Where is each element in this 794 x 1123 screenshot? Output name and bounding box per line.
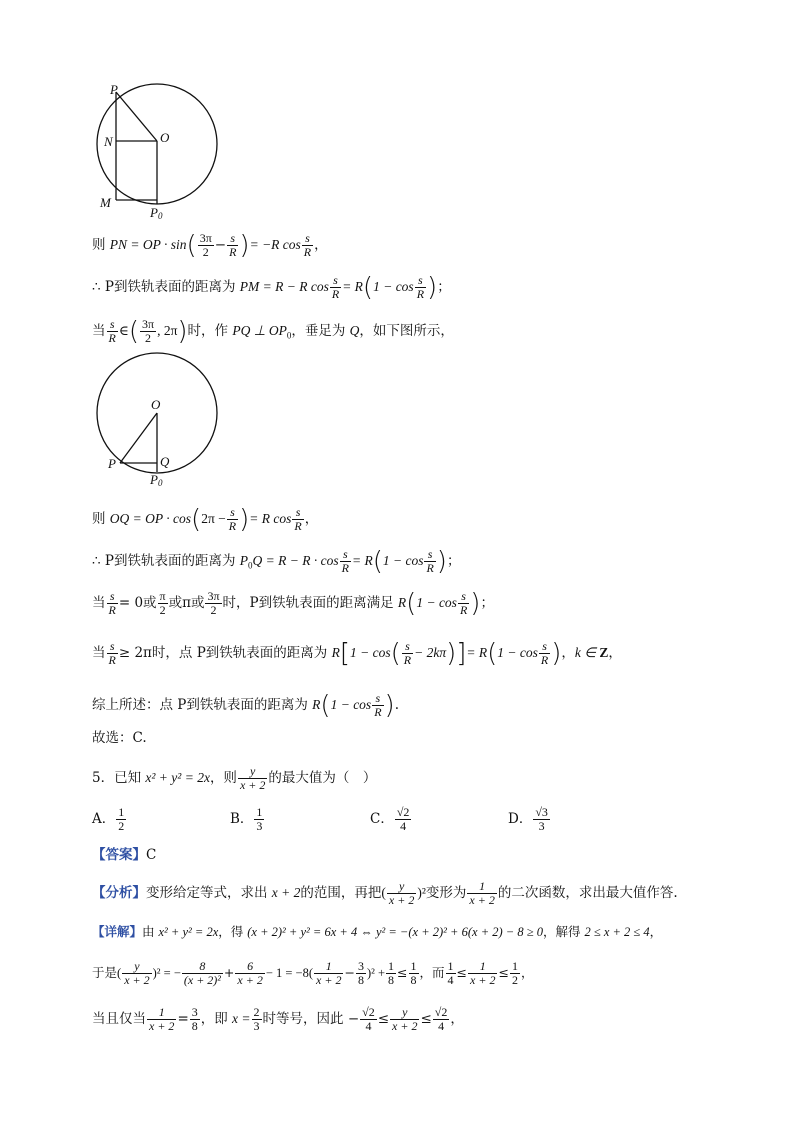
line-oq: 则 OQ = OP · cos(2π − $\frac{s}{R}$ )= R cos $\frac{s}{R}$ ， — [92, 504, 319, 535]
formula: PM = R − R cos — [239, 279, 329, 294]
fraction: $\frac{s}{R}$ — [403, 639, 412, 667]
text: 综上所述：点 P到铁轨表面的距离为 — [92, 697, 313, 713]
analysis-tag: 【分析】 — [92, 885, 146, 901]
label-M: M — [100, 195, 111, 210]
fraction: $\frac{s}{R}$ — [374, 691, 382, 719]
label-P0: P — [150, 472, 158, 487]
fraction: $\frac{y}{x + 2}$ — [392, 1005, 418, 1033]
fraction: $\frac{s}{R}$ — [294, 505, 302, 533]
figure-circle-1 — [90, 80, 230, 220]
fraction: $\frac{s}{R}$ — [228, 505, 237, 533]
label-N: N — [104, 134, 113, 149]
text: 则 — [92, 237, 110, 253]
formula: = −R cos — [249, 237, 301, 252]
fraction: $\frac{y}{x + 2}$ — [124, 959, 150, 987]
label-P: P — [108, 456, 116, 471]
fraction: $\frac{√2}{4}$ — [362, 1005, 375, 1033]
line-choose: 故选：C. — [92, 730, 147, 746]
fraction: $\frac{s}{R}$ — [108, 589, 116, 617]
fraction: $\frac{3\pi}{2}$ — [142, 317, 155, 345]
fraction: $\frac{1}{x + 2}$ — [470, 959, 496, 987]
option-c: C． $\frac{√2}{4}$ — [370, 805, 410, 833]
fraction: $\frac{√3}{3}$ — [535, 805, 548, 833]
label-O: O — [151, 397, 161, 412]
fraction: $\frac{s}{R}$ — [459, 589, 468, 617]
option-b: B． $\frac{1}{3}$ — [230, 805, 263, 833]
line-summary: 综上所述：点 P到铁轨表面的距离为 R(1 − cos $\frac{s}{R}$ ). — [92, 690, 399, 721]
line-pn: 则 PN = OP · sin( $\frac{3\pi}{2}$ − $\frac{s}{R}$ )= −R cos $\frac{s}{R}$ ， — [92, 230, 328, 261]
detail-tag: 【详解】 — [92, 924, 143, 939]
fraction: $\frac{1}{x + 2}$ — [149, 1005, 175, 1033]
label-P0: P — [150, 205, 158, 220]
label-O: O — [160, 130, 170, 145]
segment-OP — [120, 413, 157, 463]
fraction: $\frac{1}{2}$ — [511, 959, 518, 987]
fraction: $\frac{1}{8}$ — [410, 959, 417, 987]
text: 当 — [92, 645, 106, 661]
formula: OQ = OP · cos — [109, 511, 192, 526]
option-a: A． $\frac{1}{2}$ — [92, 805, 125, 833]
analysis: 【分析】变形给定等式，求出 x + 2的范围，再把( $\frac{y}{x + 2}$ )²变形为 $\frac{1}{x + 2}$ 的二次函数，求出最大值作答. — [92, 879, 678, 907]
fraction: $\frac{√2}{4}$ — [396, 805, 410, 833]
label-Q: Q — [160, 454, 170, 469]
formula: 1 − cos — [373, 279, 414, 294]
fraction: $\frac{2}{3}$ — [253, 1005, 260, 1033]
fraction: $\frac{1}{x + 2}$ — [316, 959, 342, 987]
formula: = R — [342, 279, 363, 294]
fraction: $\frac{1}{4}$ — [447, 959, 454, 987]
fraction: $\frac{s}{R}$ — [416, 273, 425, 301]
fraction: $\frac{3}{8}$ — [191, 1005, 198, 1033]
question-5: 5．已知 x² + y² = 2x，则 $\frac{y}{x + 2}$ 的最大值为（ ） — [92, 764, 377, 792]
label-P: P — [110, 82, 118, 97]
line-special-values: 当 $\frac{s}{R}$ = 0或 $\frac{\pi}{2}$ 或π或 $\frac{3\pi}{2}$ 时，P到铁轨表面的距离满足 R(1 − cos $\frac{s}{R}$ )； — [92, 588, 494, 619]
line-pm: ∴ P到铁轨表面的距离为 PM = R − R cos $\frac{s}{R}$ = R(1 − cos $\frac{s}{R}$ )； — [92, 272, 451, 303]
text: 则 — [92, 511, 110, 527]
fraction: $\frac{6}{x + 2}$ — [237, 959, 263, 987]
formula: PQ ⊥ OP — [232, 323, 287, 338]
formula: PN = OP · sin — [109, 237, 187, 252]
formula: Q = R − R · cos — [252, 553, 339, 568]
fraction: $\frac{1}{8}$ — [388, 959, 395, 987]
fraction: $\frac{s}{R}$ — [540, 639, 549, 667]
label-P0-sub: 0 — [158, 211, 163, 220]
line-periodic: 当 $\frac{s}{R}$ ≥ 2π时，点 P到铁轨表面的距离为 R[1 − cos( $\frac{s}{R}$ − 2kπ)]= R(1 − cos $\frac{s}{R}$ )，k ∈ Z， — [92, 638, 622, 669]
operator: − — [214, 237, 227, 253]
option-d: D． $\frac{√3}{3}$ — [508, 805, 548, 833]
line-case-2: 当 $\frac{s}{R}$ ∈( $\frac{3\pi}{2}$ , 2π)时，作 PQ ⊥ $OP_0$，垂足为 Q，如下图所示， — [92, 316, 454, 347]
line-square-bound: 于是( $\frac{y}{x + 2}$ )² = − $\frac{8}{\text{(x + 2)²}}$ + $\frac{6}{x + 2}$ − 1 = −8( $\frac{1}{x + 2}$ − $\frac{3}{8}$ )² + $\frac{1}{8}$ ≤ $\frac{1}{8}$ ，而 $\frac{1}{4}$ ≤ $\frac{1}{x + 2}$ ≤ $\frac{1}{2}$ ， — [92, 959, 534, 987]
text: 当 — [92, 323, 106, 339]
fraction: $\frac{3}{8}$ — [357, 959, 364, 987]
text: ∴ P到铁轨表面的距离为 — [92, 279, 240, 295]
fraction: $\frac{1}{2}$ — [118, 805, 125, 833]
label-P0-sub: 0 — [158, 478, 163, 488]
fraction: $\frac{1}{3}$ — [256, 805, 263, 833]
answer: 【答案】C — [92, 847, 157, 863]
line-p0q: ∴ P到铁轨表面的距离为 $P_0Q = R - R \cdot \cos$ $\frac{s}{R}$ = R(1 − cos $\frac{s}{R}$ )； — [92, 546, 461, 577]
fraction: $\frac{s}{R}$ — [229, 231, 237, 259]
fraction: $\frac{s}{R}$ — [331, 273, 340, 301]
text: ∴ P到铁轨表面的距离为 — [92, 553, 240, 569]
fraction: $\frac{3\pi}{2}$ — [199, 231, 212, 259]
fraction: $\frac{y}{x + 2}$ — [239, 764, 266, 792]
fraction: $\frac{s}{R}$ — [426, 547, 434, 575]
fraction: $\frac{s}{R}$ — [341, 547, 349, 575]
formula: = R cos — [249, 511, 292, 526]
answer-tag: 【答案】 — [92, 847, 146, 863]
fraction: $\frac{\pi}{2}$ — [159, 589, 166, 617]
fraction: $\frac{8}{\text{(x + 2)²}}$ — [183, 959, 221, 987]
text: 当 — [92, 595, 106, 611]
fraction: $\frac{√2}{4}$ — [434, 1005, 448, 1033]
fraction: $\frac{s}{R}$ — [108, 317, 116, 345]
fraction: $\frac{s}{R}$ — [108, 639, 116, 667]
detail: 【详解】由 x² + y² = 2x，得 (x + 2)² + y² = 6x + 4 ⇔ y² = −(x + 2)² + 6(x + 2) − 8 ≥ 0，解得 2 ≤ x + 2 ≤ 4， — [92, 924, 663, 939]
fraction: $\frac{3\pi}{2}$ — [207, 589, 220, 617]
figure-circle-2 — [90, 350, 230, 492]
fraction: $\frac{y}{x + 2}$ — [388, 879, 415, 907]
line-equality: 当且仅当 $\frac{1}{x + 2}$ = $\frac{3}{8}$ ，即 x = $\frac{2}{3}$ 时等号，因此 − $\frac{√2}{4}$ ≤ $\frac{y}{x + 2}$ ≤ $\frac{√2}{4}$ ， — [92, 1005, 464, 1033]
fraction: $\frac{s}{R}$ — [303, 231, 312, 259]
fraction: $\frac{1}{x + 2}$ — [469, 879, 495, 907]
segment-PO — [116, 92, 157, 141]
